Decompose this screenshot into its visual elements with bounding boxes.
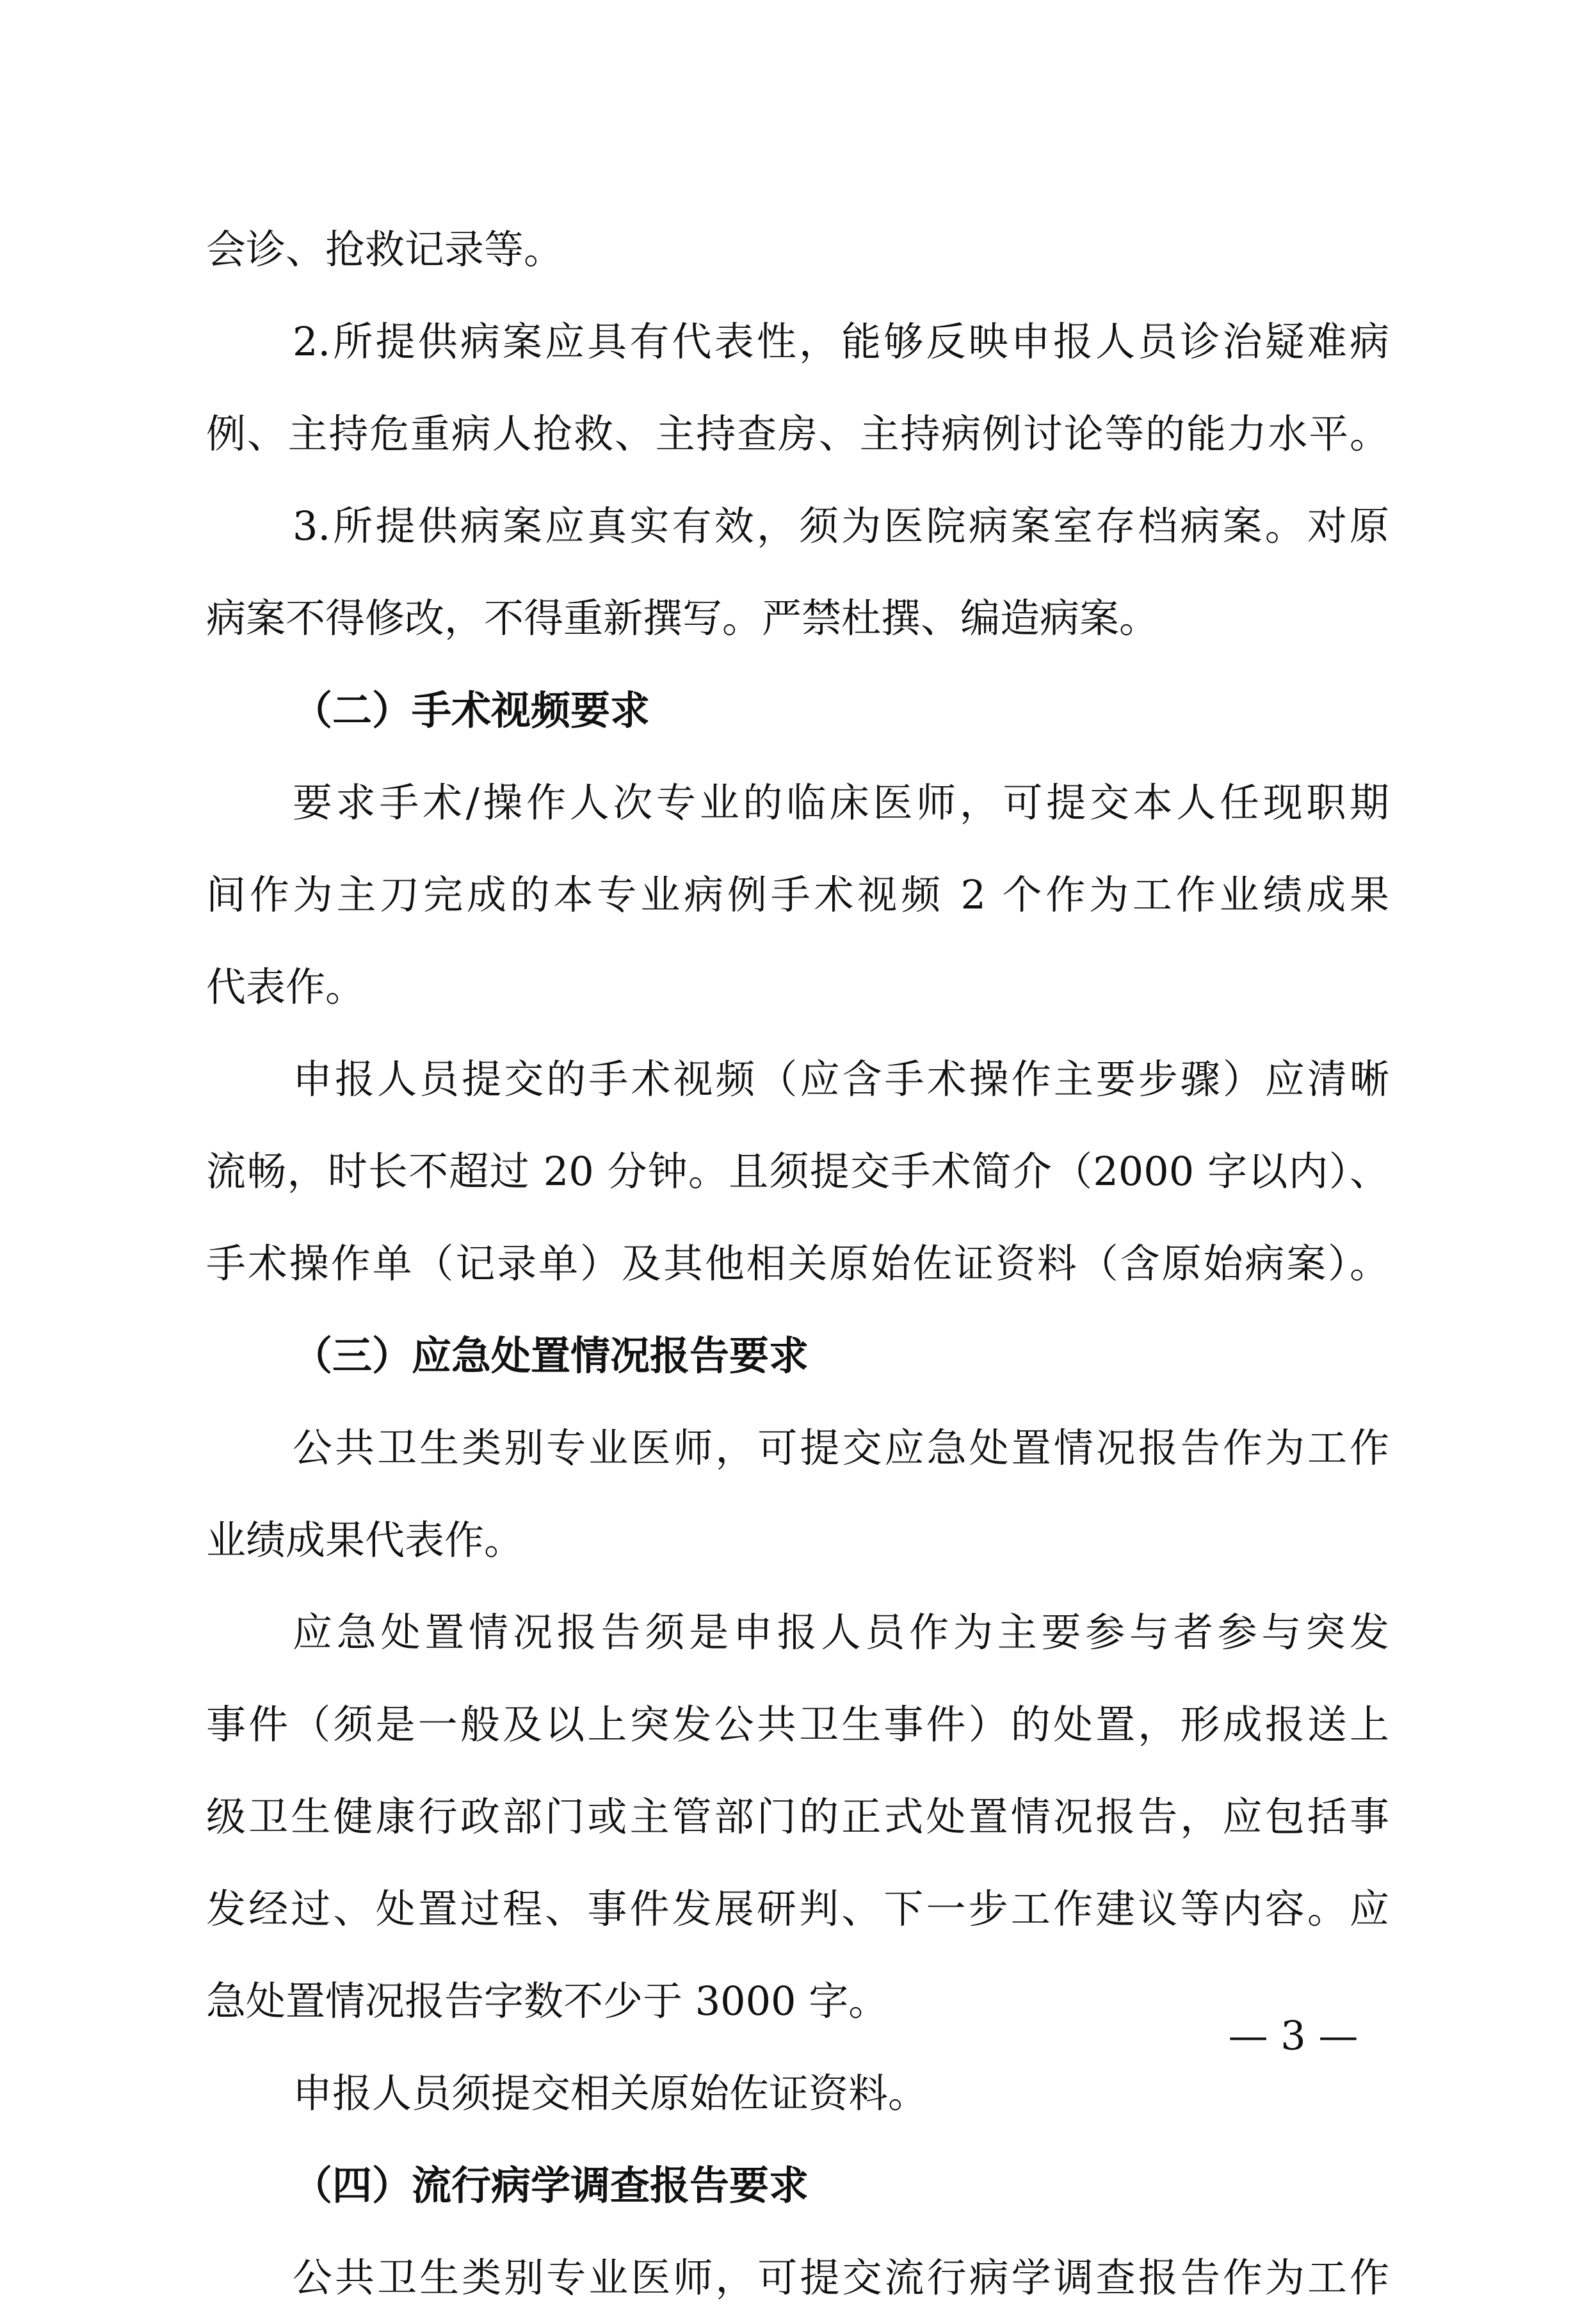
text-line: 申报人员须提交相关原始佐证资料。 <box>293 2070 928 2117</box>
text-line: 会诊、抢救记录等。 <box>206 226 564 273</box>
text-line: 要求手术/操作人次专业的临床医师，可提交本人任现职期 <box>293 779 1389 826</box>
page-number: — 3 — <box>1228 2012 1359 2059</box>
text-line: 业绩成果代表作。 <box>206 1517 524 1563</box>
text-line: 事件（须是一般及以上突发公共卫生事件）的处置，形成报送上 <box>206 1701 1389 1748</box>
text-line: 公共卫生类别专业医师，可提交应急处置情况报告作为工作 <box>293 1424 1389 1471</box>
section-heading: （三）应急处置情况报告要求 <box>293 1332 809 1379</box>
text-line: 例、主持危重病人抢救、主持查房、主持病例讨论等的能力水平。 <box>206 410 1389 457</box>
text-line: 病案不得修改，不得重新撰写。严禁杜撰、编造病案。 <box>206 595 1159 642</box>
text-line: 流畅，时长不超过 20 分钟。且须提交手术简介（2000 字以内）、 <box>206 1148 1389 1195</box>
text-line: 级卫生健康行政部门或主管部门的正式处置情况报告，应包括事 <box>206 1793 1389 1840</box>
text-line: 发经过、处置过程、事件发展研判、下一步工作建议等内容。应 <box>206 1885 1389 1932</box>
section-heading: （二）手术视频要求 <box>293 687 650 734</box>
text-line: 急处置情况报告字数不少于 3000 字。 <box>206 1978 889 2024</box>
text-line: 应急处置情况报告须是申报人员作为主要参与者参与突发 <box>293 1609 1389 1656</box>
text-line: 3.所提供病案应真实有效，须为医院病案室存档病案。对原 <box>293 503 1389 549</box>
text-line: 间作为主刀完成的本专业病例手术视频 2 个作为工作业绩成果 <box>206 871 1389 918</box>
section-heading: （四）流行病学调查报告要求 <box>293 2162 809 2209</box>
text-line: 申报人员提交的手术视频（应含手术操作主要步骤）应清晰 <box>293 1056 1389 1102</box>
text-line: 2.所提供病案应具有代表性，能够反映申报人员诊治疑难病 <box>293 318 1389 365</box>
text-line: 手术操作单（记录单）及其他相关原始佐证资料（含原始病案）。 <box>206 1240 1389 1287</box>
text-line: 代表作。 <box>206 964 366 1010</box>
text-line: 公共卫生类别专业医师，可提交流行病学调查报告作为工作 <box>293 2254 1389 2301</box>
